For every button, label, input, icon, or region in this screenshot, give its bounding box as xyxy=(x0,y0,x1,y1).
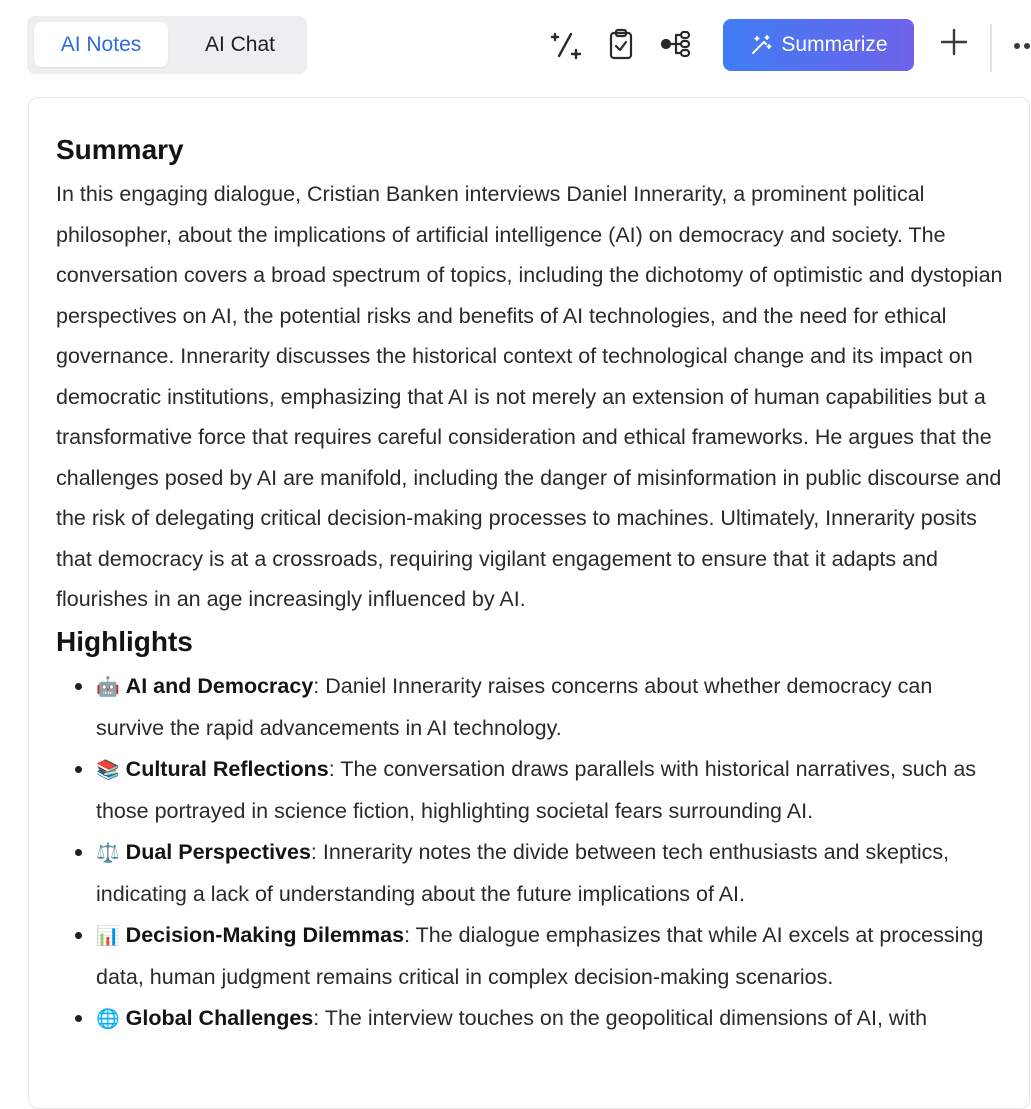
list-item xyxy=(56,832,1006,915)
notes-content xyxy=(56,128,1006,1040)
summary-text: In this engaging dialogue, Cristian Banken interviews Daniel Innerarity, a prominent political philosopher, about the implications of artificial intelligence (AI) on democracy and society. The conversation covers a broad spectrum of topics, including the dichotomy of optimistic and dystopian perspectives on AI, the potential risks and benefits of AI technologies, and the need for ethical governance. Innerarity discusses the historical context of technological change and its impact on democratic institutions, emphasizing that AI is not merely an extension of human capabilities but a transformative force that requires careful consideration and ethical frameworks. He argues that the challenges posed by AI are manifold, including the danger of misinformation in public discourse and the risk of delegating critical decision-making processes to machines. Ultimately, Innerarity posits that democracy is at a crossroads, requiring vigilant engagement to ensure that it adapts and flourishes in an age increasingly influenced by AI. xyxy=(56,182,1003,611)
tab-ai-notes[interactable]: AI Notes xyxy=(34,22,168,67)
highlight-text: : The conversation draws parallels with historical narratives, such as those portrayed in science fiction, highlighting societal fears surrounding AI. xyxy=(96,756,977,823)
bullet-icon xyxy=(75,932,82,939)
highlight-text: : The dialogue emphasizes that while AI excels at processing data, human judgment remains critical in complex decision-making scenarios. xyxy=(96,922,984,989)
highlight-label: Decision-Making Dilemmas xyxy=(125,922,405,947)
plus-icon[interactable] xyxy=(936,24,972,60)
highlight-label: Dual Perspectives xyxy=(125,839,311,864)
list-item xyxy=(56,749,1006,832)
notes-card xyxy=(28,97,1030,1109)
highlight-label: Cultural Reflections xyxy=(125,756,329,781)
summarize-button[interactable] xyxy=(723,19,914,71)
summary-heading: Summary xyxy=(56,134,184,165)
highlight-text: : The interview touches on the geopolitical dimensions of AI, with xyxy=(313,1005,928,1030)
toolbar-divider xyxy=(990,24,992,72)
clipboard-check-icon[interactable] xyxy=(603,26,639,62)
bullet-icon xyxy=(75,766,82,773)
summarize-label: Summarize xyxy=(781,33,888,56)
mind-map-icon[interactable] xyxy=(659,26,695,62)
list-item xyxy=(56,915,1006,998)
tab-ai-chat[interactable]: AI Chat xyxy=(204,33,276,56)
highlight-label: Global Challenges xyxy=(125,1005,314,1030)
highlights-heading: Highlights xyxy=(56,625,193,657)
bullet-icon xyxy=(75,849,82,856)
magic-format-icon[interactable] xyxy=(549,26,585,62)
bullet-icon xyxy=(75,683,82,690)
scales-icon: ⚖️ xyxy=(96,842,120,864)
highlight-text: : Innerarity notes the divide between tech enthusiasts and skeptics, indicating a lack of understanding about the future implications of AI. xyxy=(96,839,950,906)
globe-icon: 🌐 xyxy=(96,1008,120,1030)
bar-chart-icon: 📊 xyxy=(96,925,120,947)
list-item xyxy=(56,998,1006,1041)
highlights-list xyxy=(56,666,1006,1041)
highlight-label: AI and Democracy xyxy=(125,673,314,698)
magic-wand-icon xyxy=(749,33,773,57)
list-item xyxy=(56,666,1006,749)
more-icon[interactable] xyxy=(1012,36,1031,56)
tab-switcher xyxy=(27,16,307,74)
books-icon: 📚 xyxy=(96,759,120,781)
highlight-text: : Daniel Innerarity raises concerns about whether democracy can survive the rapid advancements in AI technology. xyxy=(96,673,933,740)
top-toolbar xyxy=(0,0,1031,90)
robot-icon: 🤖 xyxy=(96,676,120,698)
bullet-icon xyxy=(75,1015,82,1022)
